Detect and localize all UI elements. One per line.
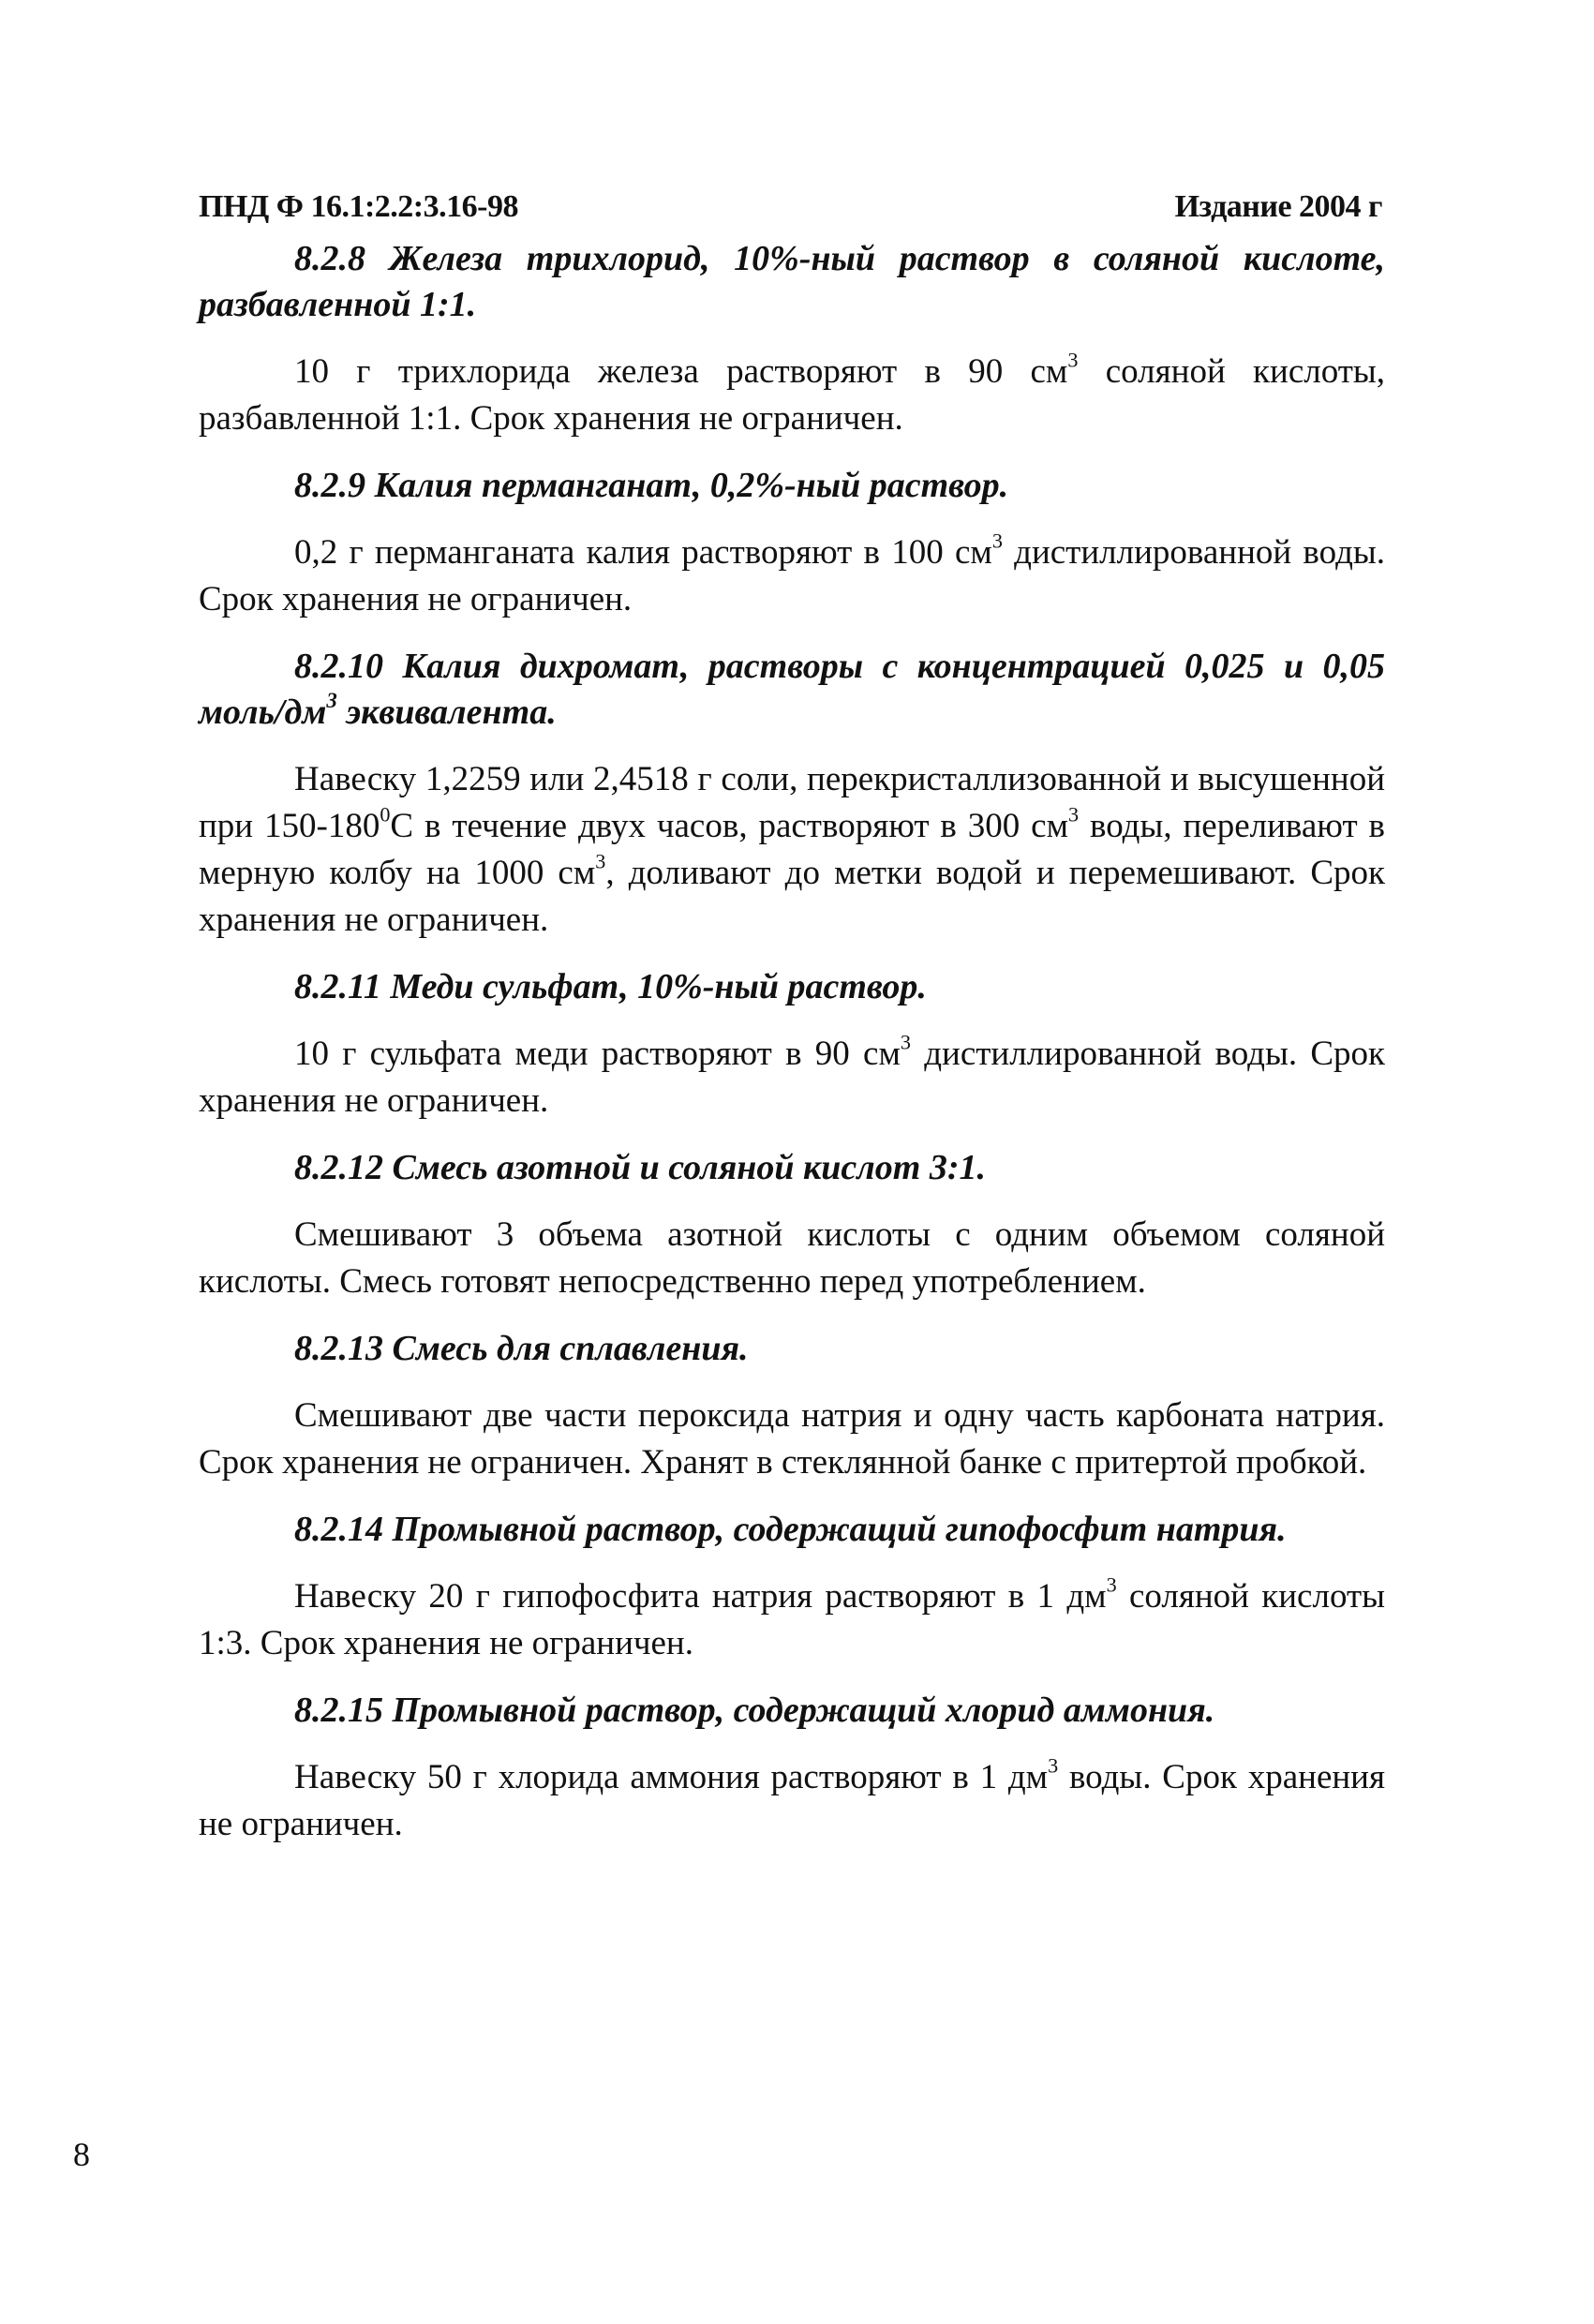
section-text-8-2-11: 10 г сульфата меди растворяют в 90 $см^3$ дистиллированной воды. Срок хранения не ограничен. (199, 1030, 1385, 1120)
section-text-8-2-15: Навеску 50 г хлорида аммония растворяют в 1 $дм^3$ воды. Срок хранения не ограничен. (199, 1753, 1385, 1843)
section-heading-8-2-9: 8.2.9 Калия перманганат, 0,2%-ный раствор. (294, 466, 1009, 505)
section-text-8-2-8: 10 г трихлорида железа растворяют в 90 $см^3$ соляной кислоты, разбавленной 1:1. Срок хранения не ограничен. (199, 348, 1385, 438)
section-text-8-2-12: Смешивают 3 объема азотной кислоты с одним объемом соляной кислоты. Смесь готовят непосредственно перед употреблением. (199, 1215, 1385, 1301)
edition-label: Издание 2004 г (1174, 189, 1382, 224)
document-code: ПНД Ф 16.1:2.2:3.16-98 (199, 189, 518, 224)
section-text-8-2-9: 0,2 г перманганата калия растворяют в 100 $см^3$ дистиллированной воды. Срок хранения не ограничен. (199, 529, 1386, 618)
section-heading-8-2-14: 8.2.14 Промывной раствор, содержащий гипофосфит натрия. (294, 1510, 1287, 1549)
section-heading-8-2-11: 8.2.11 Меди сульфат, 10%-ный раствор. (294, 967, 927, 1006)
section-heading-8-2-10: 8.2.10 Калия дихромат, растворы с концентрацией 0,025 и 0,05 моль/$дм^3$ эквивалента. (199, 647, 1385, 732)
section-text-8-2-14: Навеску 20 г гипофосфита натрия растворяют в 1 $дм^3$ соляной кислоты 1:3. Срок хранения не ограничен. (199, 1572, 1385, 1662)
section-heading-8-2-15: 8.2.15 Промывной раствор, содержащий хлорид аммония. (294, 1691, 1215, 1730)
document-body (199, 236, 1385, 1869)
section-text-8-2-10: Навеску 1,2259 или 2,4518 г соли, перекристаллизованной и высушенной при $150-180^0С$ в течение двух часов, растворяют в 300 $см^3$ воды, переливают в мерную колбу на 1000 $см^3$, доливают до метки водой и перемешивают. Срок хранения не ограничен. (199, 760, 1386, 939)
section-heading-8-2-8: 8.2.8 Железа трихлорид, 10%-ный раствор в соляной кислоте, разбавленной 1:1. (199, 239, 1385, 324)
section-heading-8-2-12: 8.2.12 Смесь азотной и соляной кислот 3:1. (294, 1148, 986, 1187)
section-text-8-2-13: Смешивают две части пероксида натрия и одну часть карбоната натрия. Срок хранения не ограничен. Хранят в стеклянной банке с притертой пробкой. (199, 1396, 1385, 1482)
page-number: 8 (73, 2136, 90, 2173)
section-heading-8-2-13: 8.2.13 Смесь для сплавления. (294, 1329, 749, 1368)
